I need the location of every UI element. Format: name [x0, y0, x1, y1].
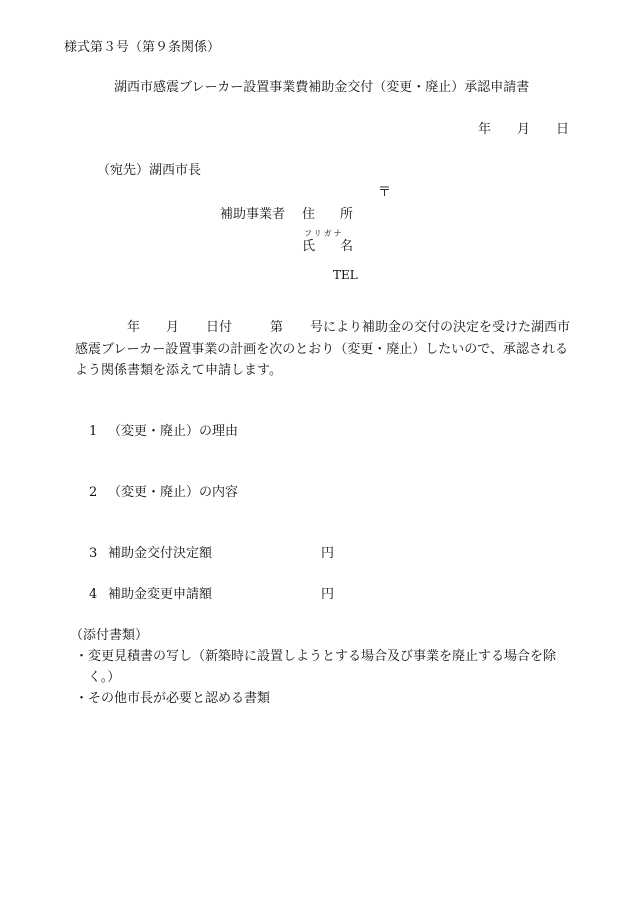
name-label-2: 名 — [340, 239, 354, 254]
item-3-number: 3 — [89, 546, 98, 561]
item-2-label: （変更・廃止）の内容 — [108, 485, 239, 500]
postal-mark: 〒 — [378, 185, 392, 200]
attachment-item-1-line-1: ・変更見積書の写し（新築時に設置しようとする場合及び事業を廃止する場合を除 — [75, 649, 557, 664]
item-2-number: 2 — [89, 485, 98, 500]
item-1-label: （変更・廃止）の理由 — [108, 424, 239, 439]
applicant-role-label: 補助事業者 — [220, 207, 286, 222]
body-line-2: 感震ブレーカー設置事業の計画を次のとおり（変更・廃止）したいので、承認される — [75, 342, 568, 357]
attachment-item-1-line-2: く。） — [88, 670, 121, 685]
body-prefix-day: 日付 — [206, 320, 233, 335]
item-1-number: 1 — [89, 424, 98, 439]
form-number: 様式第３号（第９条関係） — [64, 40, 221, 55]
date-month-label: 月 — [517, 122, 531, 137]
attachment-item-2: ・その他市長が必要と認める書類 — [75, 691, 271, 706]
tel-label: TEL — [333, 268, 358, 282]
body-prefix-month: 月 — [166, 320, 180, 335]
body-prefix-number: 第 — [270, 320, 284, 335]
body-prefix-year: 年 — [127, 320, 141, 335]
address-label-2: 所 — [340, 207, 354, 222]
attachments-heading: （添付書類） — [70, 628, 149, 643]
item-3-unit: 円 — [321, 546, 335, 561]
item-4-number: 4 — [89, 587, 98, 602]
date-year-label: 年 — [478, 122, 492, 137]
furigana-label: フリガナ — [304, 229, 344, 238]
date-day-label: 日 — [556, 122, 570, 137]
item-3-label: 補助金交付決定額 — [108, 546, 213, 561]
addressee: （宛先）湖西市長 — [97, 163, 202, 178]
item-4-label: 補助金変更申請額 — [108, 587, 213, 602]
address-label-1: 住 — [302, 207, 316, 222]
document-title: 湖西市感震ブレーカー設置事業費補助金交付（変更・廃止）承認申請書 — [114, 80, 530, 95]
item-4-unit: 円 — [321, 587, 335, 602]
name-label-1: 氏 — [302, 239, 316, 254]
body-line-3: よう関係書類を添えて申請します。 — [75, 363, 282, 378]
body-line-1: 号により補助金の交付の決定を受けた湖西市 — [310, 320, 571, 335]
